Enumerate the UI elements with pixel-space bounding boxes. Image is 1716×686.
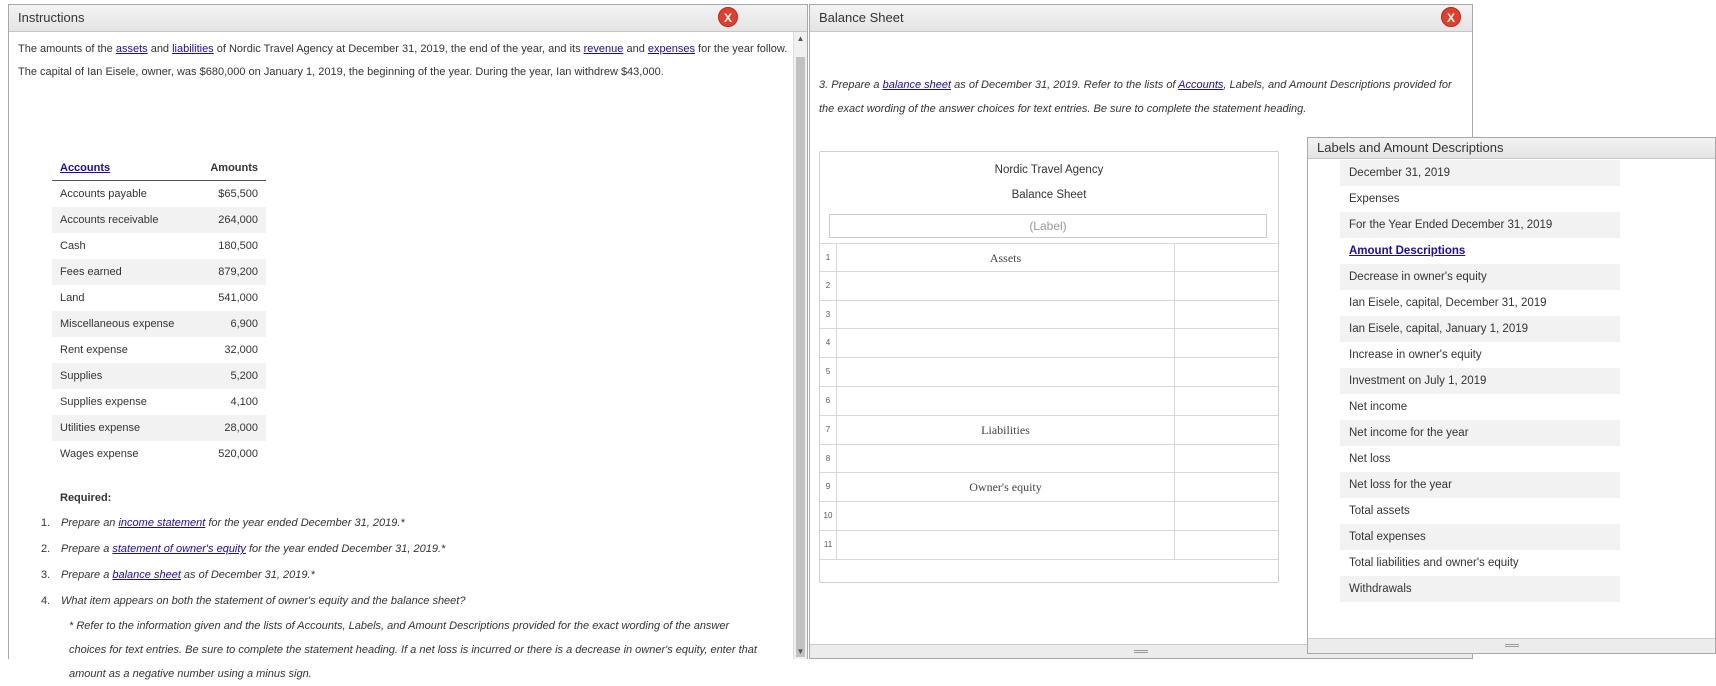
required-text-part: What item appears on both the statement of owner's equity and the balance sheet? [61, 595, 466, 607]
row-amount-cell[interactable] [1175, 387, 1278, 415]
required-note: * Refer to the information given and the lists of Accounts, Labels, and Amount Descriptions provided for the exact wording of the answer choices for text entries. Be sure to complete the statement heading. If a net loss is incurred or there is a decrease in owner's equity, enter that amount as a negative number using a minus sign. [69, 620, 757, 680]
row-number: 7 [820, 416, 837, 444]
accounts-table [52, 159, 266, 467]
intro-text-part: The amounts of the [18, 43, 116, 55]
row-number: 4 [820, 329, 837, 357]
row-number: 6 [820, 387, 837, 415]
required-text [61, 562, 315, 588]
required-text [61, 588, 465, 614]
required-number: 4. [41, 595, 51, 607]
row-amount-cell[interactable] [1175, 301, 1278, 329]
table-row [52, 415, 266, 441]
required-item [41, 562, 781, 588]
assets-link[interactable]: assets [115, 43, 148, 55]
instructions-panel [8, 4, 808, 680]
required-title: Required: [60, 492, 112, 504]
table-row [52, 233, 266, 259]
balance-sheet-row [820, 301, 1278, 330]
table-row [52, 441, 266, 467]
row-amount-cell[interactable] [1175, 473, 1278, 501]
row-label-cell[interactable]: Assets [837, 244, 1175, 271]
labels-titlebar[interactable] [1308, 138, 1715, 159]
balance-sheet-row [820, 531, 1278, 560]
label-option: Decrease in owner's equity [1340, 264, 1620, 290]
labels-resize-bar[interactable] [1308, 638, 1715, 653]
intro-text-part: for the year follow. The capital of Ian Eisele, owner, was $680,000 on January 1, 2019, the beginning of the year. During the year, Ian withdrew $43,000. [18, 43, 788, 78]
balance-sheet-rows [820, 243, 1278, 560]
required-number: 3. [41, 569, 51, 581]
account-name: Accounts receivable [52, 207, 182, 233]
required-text-part: as of December 31, 2019.* [180, 569, 315, 581]
account-amount: 6,900 [182, 311, 266, 337]
instructions-close-button[interactable]: X [718, 7, 738, 27]
intro-text-part: and [623, 43, 648, 55]
labels-list [1340, 160, 1620, 602]
required-number: 2. [41, 543, 51, 555]
account-name: Rent expense [60, 344, 128, 356]
required-text-part: Prepare an [61, 517, 119, 529]
row-amount-cell[interactable] [1175, 445, 1278, 473]
table-row [52, 311, 266, 337]
scroll-up-arrow-icon[interactable]: ▲ [796, 34, 805, 43]
row-label-cell[interactable] [837, 531, 1175, 559]
label-option: Ian Eisele, capital, January 1, 2019 [1340, 316, 1620, 342]
instructions-titlebar[interactable] [9, 5, 807, 32]
row-label-cell[interactable] [837, 445, 1175, 473]
account-amount: 879,200 [182, 259, 266, 285]
balance-sheet-row [820, 502, 1278, 531]
row-amount-cell[interactable] [1175, 416, 1278, 444]
label-option: Net loss [1349, 453, 1391, 465]
accounts-link[interactable]: Accounts [1178, 79, 1224, 91]
account-name: Supplies [52, 363, 182, 389]
required-item [41, 536, 781, 562]
balance-sheet-row [820, 387, 1278, 416]
resize-grip-icon[interactable] [1134, 650, 1148, 653]
instructions-title: Instructions [18, 10, 85, 25]
required-text-part: Prepare a [61, 543, 113, 555]
labels-title: Labels and Amount Descriptions [1317, 140, 1504, 155]
resize-grip-icon[interactable] [1505, 644, 1519, 647]
label-option: December 31, 2019 [1340, 160, 1620, 186]
row-label-cell[interactable] [837, 272, 1175, 300]
table-row [52, 259, 266, 285]
table-row [52, 337, 266, 363]
label-option: Expenses [1349, 193, 1400, 205]
account-name: Accounts payable [60, 188, 147, 200]
balance-sheet-row [820, 416, 1278, 445]
account-amount: 541,000 [218, 292, 259, 304]
row-amount-cell[interactable] [1175, 329, 1278, 357]
amounts-header: Amounts [182, 159, 266, 181]
row-number: 2 [820, 272, 837, 300]
required-item [41, 510, 781, 536]
row-number: 10 [820, 502, 837, 530]
required-text [61, 510, 405, 536]
row-number: 9 [820, 473, 837, 501]
balance-sheet-form [819, 151, 1279, 583]
company-name: Nordic Travel Agency [994, 164, 1104, 176]
row-amount-cell[interactable] [1175, 272, 1278, 300]
required-text-part: for the year ended December 31, 2019.* [245, 543, 446, 555]
table-row [52, 181, 266, 208]
account-name: Land [60, 292, 85, 304]
row-number: 3 [820, 301, 837, 329]
row-label-cell[interactable] [837, 358, 1175, 386]
table-row [52, 285, 266, 311]
row-number: 5 [820, 358, 837, 386]
account-name: Supplies expense [60, 396, 147, 408]
account-name: Wages expense [60, 448, 139, 460]
required-item [41, 588, 781, 614]
revenue-link[interactable]: revenue [583, 43, 624, 55]
row-label-cell[interactable] [837, 329, 1175, 357]
labels-section-header[interactable] [1340, 238, 1620, 264]
table-row [52, 389, 266, 415]
row-amount-cell[interactable] [1175, 358, 1278, 386]
row-label-cell[interactable] [837, 387, 1175, 415]
account-amount: 28,000 [182, 415, 266, 441]
account-amount: 520,000 [218, 448, 259, 460]
intro-text-part: and [147, 43, 173, 55]
accounts-header[interactable] [52, 159, 182, 181]
instructions-scrollbar[interactable] [793, 32, 807, 659]
row-amount-cell[interactable] [1175, 531, 1278, 559]
label-option: Ian Eisele, capital, December 31, 2019 [1349, 297, 1547, 309]
required-text-part: for the year ended December 31, 2019.* [205, 517, 405, 529]
instruction-text-part: , Labels, and Amount Descriptions provided for the exact wording of the answer choices for text entries. Be sure to complete the statement heading. [819, 79, 1452, 115]
account-name: Miscellaneous expense [52, 311, 182, 337]
required-number: 1. [41, 517, 51, 529]
table-row [52, 207, 266, 233]
row-label-cell[interactable] [837, 301, 1175, 329]
table-row [52, 363, 266, 389]
balance-sheet-row [820, 243, 1278, 272]
label-option: Total assets [1349, 505, 1410, 517]
row-number: 11 [820, 531, 837, 559]
label-option: Increase in owner's equity [1349, 349, 1482, 361]
amount-descriptions-link[interactable]: Amount Descriptions [1349, 245, 1466, 257]
balance-sheet-link[interactable]: balance sheet [882, 79, 952, 91]
intro-text-part: of Nordic Travel Agency at December 31, 2019, the end of the year, and its [213, 43, 584, 55]
statement-name: Balance Sheet [1011, 189, 1087, 201]
account-amount: 5,200 [182, 363, 266, 389]
required-link[interactable]: balance sheet [112, 569, 181, 581]
balance-sheet-instruction [819, 73, 1459, 121]
balance-sheet-titlebar[interactable] [810, 5, 1472, 32]
row-number: 8 [820, 445, 837, 473]
label-option: Investment on July 1, 2019 [1340, 368, 1620, 394]
scrollbar-thumb[interactable] [796, 57, 805, 657]
statement-date-label-input[interactable]: (Label) [829, 214, 1267, 238]
row-label-cell[interactable]: Owner's equity [837, 473, 1175, 501]
required-text-part: Prepare a [61, 569, 113, 581]
balance-sheet-row [820, 445, 1278, 474]
label-option: Total expenses [1340, 524, 1620, 550]
row-amount-cell[interactable] [1175, 244, 1278, 271]
account-amount: 264,000 [182, 207, 266, 233]
balance-sheet-title: Balance Sheet [819, 10, 904, 25]
row-number: 1 [820, 244, 837, 271]
account-amount: 32,000 [224, 344, 259, 356]
account-name: Utilities expense [52, 415, 182, 441]
label-option: Net loss for the year [1340, 472, 1620, 498]
balance-sheet-row [820, 473, 1278, 502]
required-link[interactable]: income statement [118, 517, 206, 529]
balance-sheet-close-button[interactable]: X [1441, 7, 1461, 27]
account-name: Cash [60, 240, 86, 252]
balance-sheet-row [820, 272, 1278, 301]
balance-sheet-row [820, 358, 1278, 387]
label-option: Net income for the year [1340, 420, 1620, 446]
label-option: Withdrawals [1340, 576, 1620, 602]
required-text [61, 536, 445, 562]
instruction-text-part: 3. Prepare a [819, 79, 883, 91]
labels-panel [1307, 137, 1716, 654]
accounts-table-body [52, 181, 266, 468]
accounts-header-link[interactable]: Accounts [60, 162, 111, 174]
row-label-cell[interactable] [837, 502, 1175, 530]
expenses-link[interactable]: expenses [647, 43, 695, 55]
account-amount: $65,500 [218, 188, 259, 200]
row-label-cell[interactable]: Liabilities [837, 416, 1175, 444]
account-name: Fees earned [52, 259, 182, 285]
row-amount-cell[interactable] [1175, 502, 1278, 530]
required-list [41, 510, 781, 614]
scroll-down-arrow-icon[interactable]: ▼ [796, 647, 805, 656]
label-option: Total liabilities and owner's equity [1349, 557, 1519, 569]
intro-text [18, 38, 788, 84]
account-amount: 4,100 [230, 396, 259, 408]
required-link[interactable]: statement of owner's equity [112, 543, 246, 555]
label-option: For the Year Ended December 31, 2019 [1340, 212, 1620, 238]
account-amount: 180,500 [218, 240, 259, 252]
liabilities-link[interactable]: liabilities [172, 43, 214, 55]
label-option: Net income [1349, 401, 1408, 413]
balance-sheet-row [820, 329, 1278, 358]
instruction-text-part: as of December 31, 2019. Refer to the lists of [951, 79, 1179, 91]
instructions-body [9, 32, 794, 680]
